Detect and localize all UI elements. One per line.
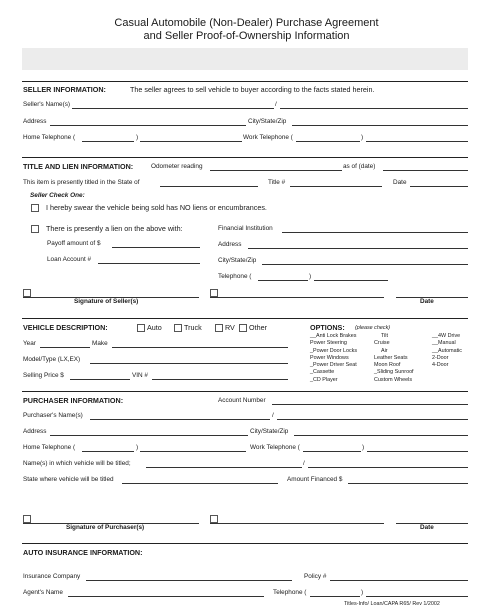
make-label: Make: [92, 340, 108, 347]
vin-label: VIN #: [132, 372, 148, 379]
loan-account-label: Loan Account #: [47, 256, 92, 263]
odometer-date-field[interactable]: [383, 170, 468, 171]
lien-address-label: Address: [218, 241, 242, 248]
agent-paren: ): [361, 589, 364, 596]
seller-home-phone-label: Home Telephone (: [23, 134, 76, 141]
option-item[interactable]: _Power Driver Seat: [310, 362, 357, 369]
option-item[interactable]: __4W Drive: [432, 333, 461, 339]
section-divider: [22, 318, 468, 319]
purchaser-2-signature-field[interactable]: [210, 523, 384, 524]
option-item[interactable]: __Anti Lock Brakes: [310, 333, 357, 339]
options-column-2[interactable]: [374, 333, 414, 384]
option-item[interactable]: 2-Door: [432, 354, 449, 361]
financial-institution-field[interactable]: [282, 232, 468, 233]
selling-price-label: Selling Price $: [23, 372, 64, 379]
state-titled-field[interactable]: [122, 483, 278, 484]
odometer-label: Odometer reading: [151, 163, 203, 170]
other-label: Other: [249, 323, 267, 332]
rv-checkbox[interactable]: [215, 324, 223, 332]
selling-price-field[interactable]: [70, 379, 130, 380]
model-label: Model/Type (LX,EX): [23, 356, 81, 363]
year-label: Year: [23, 340, 36, 347]
purchaser-2-signature-marker: [210, 515, 218, 523]
purchaser-name-field[interactable]: [90, 419, 270, 420]
option-item[interactable]: _Sliding Sunroof: [374, 369, 414, 376]
account-number-field[interactable]: [272, 404, 468, 405]
section-divider: [22, 543, 468, 544]
titled-names-2-field[interactable]: [308, 467, 468, 468]
purchaser-city-field[interactable]: [294, 435, 468, 436]
agent-telephone-label: Telephone (: [273, 589, 307, 596]
seller-2-signature-marker: [210, 289, 218, 297]
lien-area-field[interactable]: [258, 280, 308, 281]
title-number-label: Title #: [268, 179, 286, 186]
purchaser-city-label: City/State/Zip: [250, 428, 289, 435]
document-title-line1: Casual Automobile (Non-Dealer) Purchase Agreement: [114, 17, 379, 29]
purchaser-home-area-field[interactable]: [82, 451, 134, 452]
rv-label: RV: [225, 323, 235, 332]
option-item[interactable]: _Power Door Locks: [310, 347, 358, 354]
account-number-label: Account Number: [218, 397, 266, 404]
seller-address-field[interactable]: [50, 125, 246, 126]
odometer-date-label: as of (date): [343, 163, 376, 170]
header-shaded-band: [22, 48, 468, 70]
purchaser-address-field[interactable]: [50, 435, 248, 436]
option-item[interactable]: Moon Roof: [374, 362, 401, 369]
lien-city-field[interactable]: [262, 264, 468, 265]
option-item[interactable]: 4-Door: [432, 362, 449, 369]
section-divider: [22, 157, 468, 158]
options-column-3[interactable]: [432, 333, 462, 369]
purchaser-signature-caption: Signature of Purchaser(s): [66, 524, 145, 531]
purchaser-work-paren: ): [362, 444, 365, 451]
seller-name-field[interactable]: [72, 108, 274, 109]
seller-name-slash: /: [275, 101, 277, 108]
form-id-footer: Titles-Info/ Loan/CAPA R65/ Rev 1/2002: [344, 601, 440, 607]
auto-checkbox[interactable]: [137, 324, 145, 332]
option-item[interactable]: Air: [381, 347, 388, 354]
auto-label: Auto: [147, 323, 162, 332]
document-title-line2: and Seller Proof-of-Ownership Information: [143, 30, 350, 42]
no-liens-statement: I hereby swear the vehicle being sold has NO liens or encumbrances.: [46, 203, 267, 212]
purchaser-section-header: PURCHASER INFORMATION:: [23, 396, 124, 405]
purchaser-date-caption: Date: [420, 524, 434, 531]
seller-date-caption: Date: [420, 298, 434, 305]
seller-section-header: SELLER INFORMATION:: [23, 85, 106, 94]
policy-field[interactable]: [330, 580, 468, 581]
seller-city-field[interactable]: [292, 125, 468, 126]
lien-paren: ): [309, 273, 312, 280]
seller-address-label: Address: [23, 118, 47, 125]
section-divider: [22, 81, 468, 82]
option-item[interactable]: Cruise: [374, 340, 390, 347]
lien-statement: There is presently a lien on the above with:: [46, 224, 183, 233]
seller-2-signature-field[interactable]: [210, 297, 384, 298]
option-item[interactable]: Custom Wheels: [374, 376, 413, 383]
vin-field[interactable]: [152, 379, 288, 380]
option-item[interactable]: __Automatic: [432, 347, 462, 354]
titled-names-field[interactable]: [146, 467, 302, 468]
policy-label: Policy #: [304, 573, 327, 580]
insurance-company-field[interactable]: [86, 580, 292, 581]
purchaser-name-label: Purchaser's Name(s): [23, 412, 83, 419]
lien-telephone-label: Telephone (: [218, 273, 252, 280]
seller-name-2-field[interactable]: [280, 108, 468, 109]
seller-check-one-label: Seller Check One:: [30, 192, 85, 199]
section-divider: [22, 391, 468, 392]
seller-home-paren: ): [136, 134, 139, 141]
vehicle-section-header: VEHICLE DESCRIPTION:: [23, 323, 108, 332]
title-date-label: Date: [393, 179, 407, 186]
purchaser-name-2-field[interactable]: [277, 419, 468, 420]
seller-work-paren: ): [361, 134, 364, 141]
titled-names-slash: /: [303, 460, 305, 467]
purchaser-home-phone-label: Home Telephone (: [23, 444, 76, 451]
lien-city-label: City/State/Zip: [218, 257, 257, 264]
seller-work-phone-field[interactable]: [366, 141, 468, 142]
title-date-field[interactable]: [410, 186, 468, 187]
option-item[interactable]: __Manual: [432, 340, 456, 347]
agent-name-field[interactable]: [68, 596, 264, 597]
truck-checkbox[interactable]: [174, 324, 182, 332]
lien-telephone-field[interactable]: [314, 280, 388, 281]
financial-institution-label: Financial Institution: [218, 225, 273, 232]
purchaser-address-label: Address: [23, 428, 47, 435]
year-field[interactable]: [40, 347, 90, 348]
seller-work-area-field[interactable]: [296, 141, 360, 142]
option-item[interactable]: Tilt: [381, 333, 388, 339]
truck-label: Truck: [184, 323, 202, 332]
loan-account-field[interactable]: [98, 263, 200, 264]
titled-names-label: Name(s) in which vehicle will be titled;: [23, 460, 131, 467]
insurance-section-header: AUTO INSURANCE INFORMATION:: [23, 548, 143, 557]
other-checkbox[interactable]: [239, 324, 247, 332]
lien-checkbox[interactable]: [31, 225, 39, 233]
amount-financed-field[interactable]: [348, 483, 468, 484]
seller-signature-marker: [23, 289, 31, 297]
title-lien-section-header: TITLE AND LIEN INFORMATION:: [23, 162, 134, 171]
odometer-field[interactable]: [210, 170, 342, 171]
seller-home-phone-field[interactable]: [140, 141, 242, 142]
insurance-company-label: Insurance Company: [23, 573, 81, 580]
seller-intro-text: The seller agrees to sell vehicle to buyer according to the facts stated herein.: [130, 85, 375, 94]
options-header: OPTIONS:: [310, 323, 345, 332]
amount-financed-label: Amount Financed $: [287, 476, 343, 483]
purchaser-work-phone-field[interactable]: [367, 451, 468, 452]
payoff-label: Payoff amount of $: [47, 240, 101, 247]
agent-area-field[interactable]: [310, 596, 360, 597]
make-field[interactable]: [112, 347, 288, 348]
options-column-1[interactable]: [310, 333, 357, 384]
option-item[interactable]: Power Windows: [310, 354, 349, 361]
option-item[interactable]: Power Steering: [310, 340, 347, 347]
purchaser-name-slash: /: [272, 412, 274, 419]
purchaser-work-phone-label: Work Telephone (: [250, 444, 300, 451]
option-item[interactable]: _Cassette: [310, 369, 335, 376]
agent-telephone-field[interactable]: [366, 596, 468, 597]
seller-home-area-field[interactable]: [82, 141, 134, 142]
model-field[interactable]: [90, 363, 288, 364]
lien-address-field[interactable]: [248, 248, 468, 249]
agent-name-label: Agent's Name: [23, 589, 63, 596]
seller-city-label: City/State/Zip: [248, 118, 287, 125]
purchaser-home-phone-field[interactable]: [140, 451, 246, 452]
title-number-field[interactable]: [290, 186, 382, 187]
purchaser-home-paren: ): [136, 444, 139, 451]
seller-signature-caption: Signature of Seller(s): [74, 298, 139, 305]
option-item[interactable]: _CD Player: [310, 376, 338, 383]
titled-state-field[interactable]: [160, 186, 258, 187]
state-titled-label: State where vehicle will be titled: [23, 476, 114, 483]
titled-state-label: This item is presently titled in the State of: [23, 179, 140, 186]
purchaser-signature-marker: [23, 515, 31, 523]
no-liens-checkbox[interactable]: [31, 204, 39, 212]
seller-name-label: Seller's Name(s): [23, 101, 71, 108]
options-note: (please check): [355, 325, 391, 331]
seller-work-phone-label: Work Telephone (: [243, 134, 293, 141]
option-item[interactable]: Leather Seats: [374, 354, 408, 361]
payoff-field[interactable]: [112, 247, 200, 248]
purchaser-work-area-field[interactable]: [303, 451, 361, 452]
